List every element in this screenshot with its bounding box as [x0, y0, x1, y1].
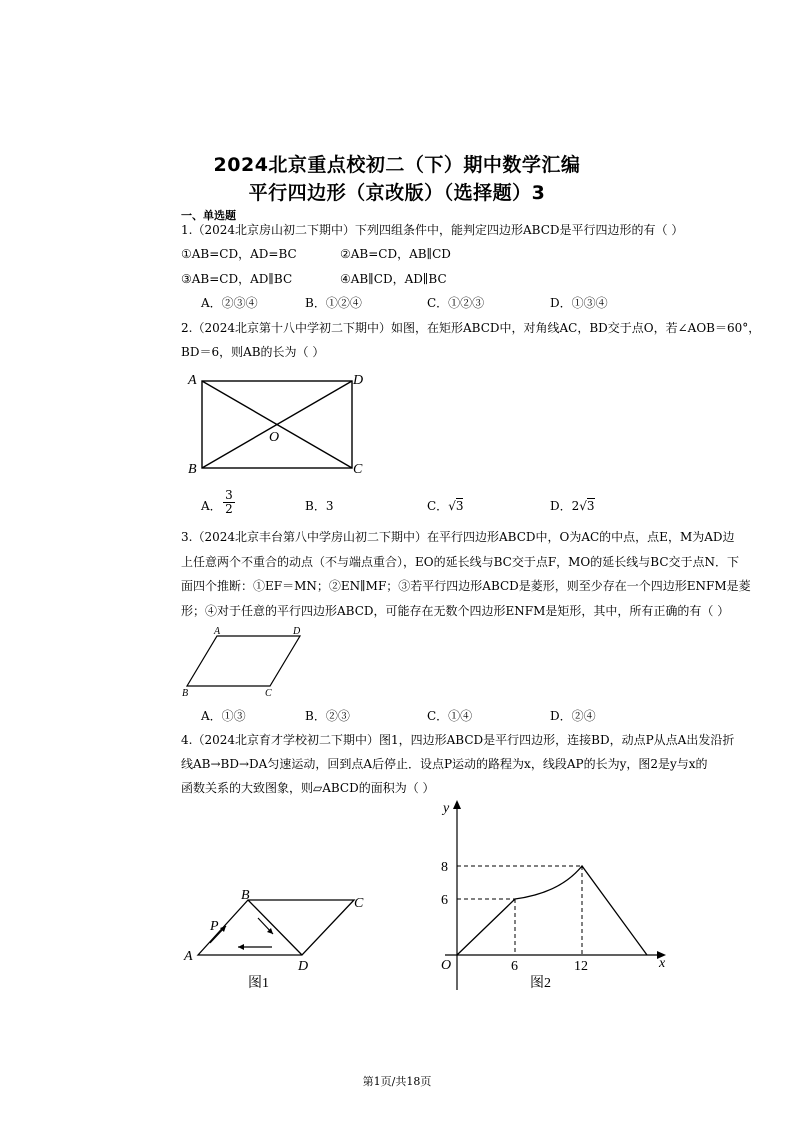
q1-condition-4: ④AB∥CD，AD∥BC [340, 272, 447, 286]
q1-stem: 1.（2024北京房山初二下期中）下列四组条件中，能判定四边形ABCD是平行四边形的有（ ） [181, 223, 684, 237]
q3-label-a: A [214, 626, 221, 637]
q4-fig2-tick-y6: 6 [441, 893, 448, 908]
q4-fig1-caption: 图1 [248, 976, 269, 991]
q3-parallelogram-figure [180, 623, 315, 698]
q2-option-d[interactable] [550, 497, 595, 514]
section-heading: 一、单选题 [181, 209, 236, 222]
q2-label-c: C [353, 462, 363, 477]
sqrt-sign-icon: √ [579, 499, 587, 513]
page-footer: 第1页/共18页 [362, 1075, 432, 1088]
q4-fig1-label-a: A [184, 949, 193, 964]
document-title-line1: 2024北京重点校初二（下）期中数学汇编 [213, 154, 581, 176]
q3-option-c[interactable]: C．①④ [427, 709, 473, 723]
q4-figure-1 [180, 880, 380, 995]
q2-stem-line2: BD＝6，则AB的长为（ ） [181, 345, 325, 359]
q2-label-a: A [188, 373, 197, 388]
q3-option-b[interactable]: B．②③ [305, 709, 350, 723]
q4-figure-2-graph [420, 795, 680, 995]
q4-stem-line3: 函数关系的大致图象，则▱ABCD的面积为（ ） [181, 781, 435, 795]
q2-label-d: D [353, 373, 364, 388]
q2-option-a-numerator: 3 [225, 488, 233, 502]
q3-stem-line3: 面四个推断：①EF＝MN；②EN∥MF；③若平行四边形ABCD是菱形，则至少存在一个四边形ENFM是菱 [181, 579, 751, 593]
q4-stem-line1: 4.（2024北京育才学校初二下期中）图1，四边形ABCD是平行四边形，连接BD，动点P从点A出发沿折 [181, 733, 735, 747]
q1-option-b[interactable]: B．①②④ [305, 296, 362, 310]
q3-label-d: D [293, 626, 301, 637]
q1-condition-1: ①AB=CD，AD=BC [181, 247, 297, 261]
q3-label-c: C [265, 688, 272, 699]
q4-stem-line2: 线AB→BD→DA匀速运动，回到点A后停止．设点P运动的路程为x，线段AP的长为y，图2是y与x的 [181, 757, 708, 771]
q1-condition-3: ③AB=CD，AD∥BC [181, 272, 293, 286]
document-title-line2: 平行四边形（京改版）（选择题）3 [248, 182, 546, 204]
q4-fig2-caption: 图2 [530, 976, 551, 991]
q2-label-b: B [188, 462, 197, 477]
q3-label-b: B [182, 688, 189, 699]
q2-label-o: O [269, 430, 280, 445]
q4-fig2-tick-x12: 12 [574, 959, 588, 974]
q3-stem-line1: 3.（2024北京丰台第八中学房山初二下期中）在平行四边形ABCD中，O为AC的中点，点E，M为AD边 [181, 530, 735, 544]
q4-fig1-label-p: P [210, 919, 219, 934]
q4-fig1-label-d: D [298, 959, 309, 974]
q2-rectangle-figure [180, 368, 380, 480]
q4-fig2-tick-y8: 8 [441, 860, 448, 875]
q3-option-a[interactable]: A．①③ [201, 709, 246, 723]
q1-option-a[interactable]: A．②③④ [201, 296, 258, 310]
q4-fig2-origin-label: O [441, 958, 452, 973]
q2-option-d-prefix: D．2 [550, 499, 580, 513]
q2-option-a-prefix: A． [201, 499, 222, 513]
q2-option-a-denominator: 2 [225, 502, 233, 516]
q4-fig1-label-c: C [354, 896, 364, 911]
q2-option-b[interactable]: B．3 [305, 499, 334, 513]
q2-option-c[interactable] [427, 497, 463, 514]
q2-option-a-fraction [223, 489, 235, 516]
q4-fig2-x-axis-label: x [659, 956, 666, 971]
q2-option-c-prefix: C． [427, 499, 449, 513]
q1-condition-2: ②AB=CD，AB∥CD [340, 247, 451, 261]
q3-stem-line2: 上任意两个不重合的动点（不与端点重合），EO的延长线与BC交于点F，MO的延长线与BC交于点N．下 [181, 555, 739, 569]
q4-fig2-y-axis-label: y [443, 801, 450, 816]
q2-option-c-radicand: 3 [455, 499, 464, 513]
q1-option-d[interactable]: D．①③④ [550, 296, 608, 310]
q3-option-d[interactable]: D．②④ [550, 709, 596, 723]
q3-stem-line4: 形；④对于任意的平行四边形ABCD，可能存在无数个四边形ENFM是矩形，其中，所有正确的有（ ） [181, 604, 730, 618]
q4-fig2-tick-x6: 6 [511, 959, 518, 974]
sqrt-sign-icon: √ [448, 499, 456, 513]
q2-stem-line1: 2.（2024北京第十八中学初二下期中）如图，在矩形ABCD中，对角线AC，BD交于点O，若∠AOB＝60°， [181, 321, 761, 335]
q2-option-d-radicand: 3 [586, 499, 595, 513]
q1-option-c[interactable]: C．①②③ [427, 296, 485, 310]
q4-fig1-label-b: B [241, 888, 250, 903]
